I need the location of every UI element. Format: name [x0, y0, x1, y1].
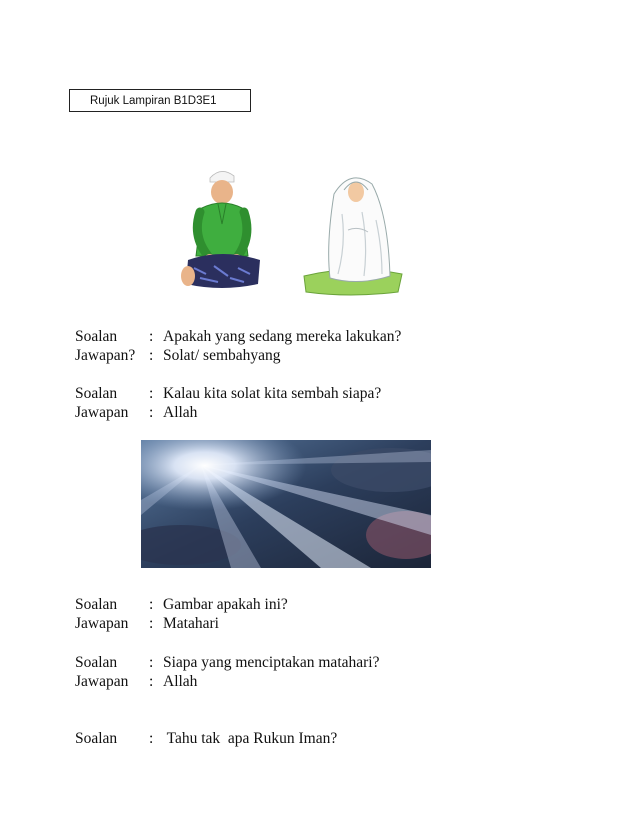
answer-text: Solat/ sembahyang — [163, 347, 281, 364]
colon: : — [149, 654, 154, 671]
question-row — [75, 595, 288, 614]
woman-praying-illustration — [302, 164, 404, 296]
colon: : — [149, 404, 154, 421]
answer-label: Jawapan — [75, 673, 129, 690]
answer-row — [75, 614, 288, 633]
qa-block-3 — [75, 595, 288, 633]
sun-rays-image — [141, 440, 431, 568]
question-row — [75, 327, 401, 346]
question-row — [75, 653, 379, 672]
answer-label: Jawapan? — [75, 347, 136, 364]
question-label: Soalan — [75, 328, 118, 345]
colon: : — [149, 730, 154, 747]
answer-row — [75, 346, 401, 365]
qa-block-2 — [75, 384, 381, 422]
man-praying-illustration — [178, 164, 266, 292]
colon: : — [149, 385, 154, 402]
question-label: Soalan — [75, 730, 118, 747]
answer-text: Allah — [163, 673, 198, 690]
question-label: Soalan — [75, 596, 118, 613]
answer-text: Allah — [163, 404, 198, 421]
reference-label-box — [69, 89, 251, 112]
question-text: Gambar apakah ini? — [163, 596, 288, 613]
colon: : — [149, 673, 154, 690]
reference-label: Rujuk Lampiran B1D3E1 — [90, 94, 217, 107]
colon: : — [149, 347, 154, 364]
colon: : — [149, 328, 154, 345]
answer-label: Jawapan — [75, 404, 129, 421]
qa-block-4 — [75, 653, 379, 691]
question-row — [75, 384, 381, 403]
answer-text: Matahari — [163, 615, 219, 632]
answer-row — [75, 672, 379, 691]
qa-block-5 — [75, 729, 337, 748]
question-text: Apakah yang sedang mereka lakukan? — [163, 328, 402, 345]
question-row — [75, 729, 337, 748]
answer-row — [75, 403, 381, 422]
qa-block-1 — [75, 327, 401, 365]
question-label: Soalan — [75, 654, 118, 671]
question-text: Siapa yang menciptakan matahari? — [163, 654, 380, 671]
colon: : — [149, 596, 154, 613]
question-text: Kalau kita solat kita sembah siapa? — [163, 385, 382, 402]
question-text: Tahu tak apa Rukun Iman? — [163, 730, 338, 747]
answer-label: Jawapan — [75, 615, 129, 632]
question-label: Soalan — [75, 385, 118, 402]
colon: : — [149, 615, 154, 632]
